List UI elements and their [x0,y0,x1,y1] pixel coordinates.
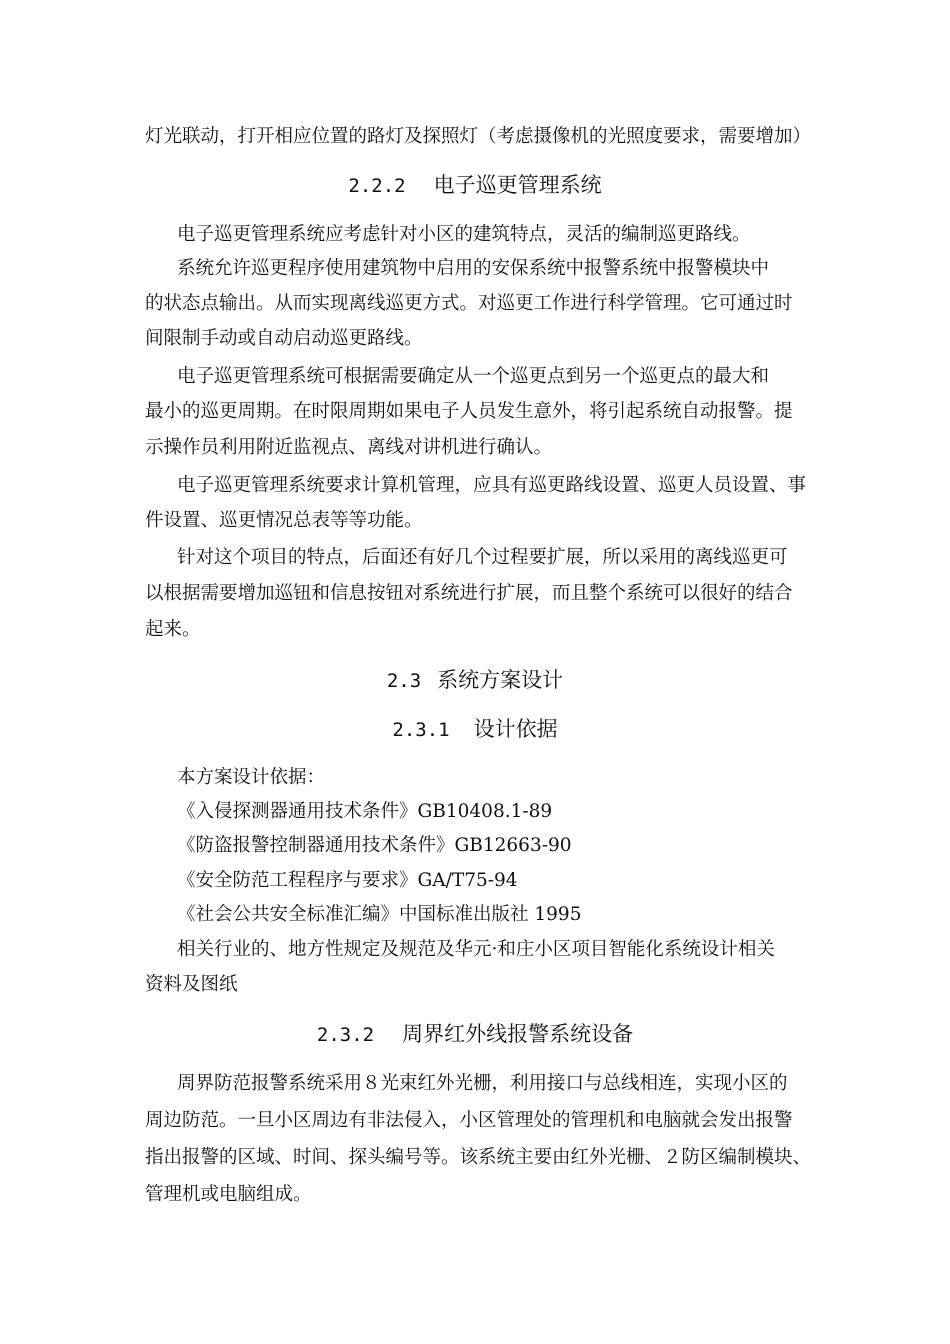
section-heading-2-3 [0,665,950,696]
paragraph-line: 的状态点输出。从而实现离线巡更方式。对巡更工作进行科学管理。它可通过时 [145,293,793,314]
section-heading-2-3-2 [0,1019,950,1050]
reference-item: 《防盗报警控制器通用技术条件》GB12663-90 [177,835,572,856]
paragraph-line: 针对这个项目的特点，后面还有好几个过程要扩展，所以采用的离线巡更可 [177,547,788,568]
paragraph-line: 资料及图纸 [145,974,238,995]
paragraph-line: 电子巡更管理系统要求计算机管理，应具有巡更路线设置、巡更人员设置、事 [177,475,807,496]
section-title: 设计依据 [473,717,558,741]
section-number: 2.3.2 [316,1024,375,1046]
paragraph-line: 最小的巡更周期。在时限周期如果电子人员发生意外，将引起系统自动报警。提 [145,401,793,422]
paragraph-line: 间限制手动或自动启动巡更路线。 [145,328,423,349]
section-title: 周界红外线报警系统设备 [402,1022,634,1046]
paragraph-line: 本方案设计依据： [177,767,326,788]
reference-item: 《安全防范工程程序与要求》GA/T75-94 [177,870,518,891]
section-number: 2.3 [386,670,422,692]
paragraph-line: 件设置、巡更情况总表等等功能。 [145,510,423,531]
paragraph-line: 相关行业的、地方性规定及规范及华元·和庄小区项目智能化系统设计相关 [177,939,775,960]
section-heading-2-3-1 [0,714,950,745]
section-title: 电子巡更管理系统 [433,173,602,197]
reference-item: 《入侵探测器通用技术条件》GB10408.1-89 [177,801,553,822]
paragraph-line: 指出报警的区域、时间、探头编号等。该系统主要由红外光栅、２防区编制模块、 [145,1147,812,1168]
section-title: 系统方案设计 [437,668,564,692]
paragraph-line: 电子巡更管理系统应考虑针对小区的建筑特点，灵活的编制巡更路线。 [177,224,751,245]
reference-item: 《社会公共安全标准汇编》中国标准出版社 1995 [177,904,582,925]
paragraph-line: 周界防范报警系统采用８光束红外光栅，利用接口与总线相连，实现小区的 [177,1073,788,1094]
paragraph-line: 管理机或电脑组成。 [145,1184,312,1205]
paragraph-line: 起来。 [145,619,201,640]
paragraph-line: 周边防范。一旦小区周边有非法侵入，小区管理处的管理机和电脑就会发出报警 [145,1110,793,1131]
paragraph-line: 系统允许巡更程序使用建筑物中启用的安保系统中报警系统中报警模块中 [177,258,770,279]
section-number: 2.3.1 [392,719,450,741]
paragraph-line: 示操作员利用附近监视点、离线对讲机进行确认。 [145,437,553,458]
paragraph-line: 灯光联动，打开相应位置的路灯及探照灯（考虑摄像机的光照度要求，需要增加） [145,126,812,147]
paragraph-line: 电子巡更管理系统可根据需要确定从一个巡更点到另一个巡更点的最大和 [177,366,770,387]
section-heading-2-2-2 [0,170,950,201]
paragraph-line: 以根据需要增加巡钮和信息按钮对系统进行扩展，而且整个系统可以很好的结合 [145,583,793,604]
section-number: 2.2.2 [348,175,406,197]
